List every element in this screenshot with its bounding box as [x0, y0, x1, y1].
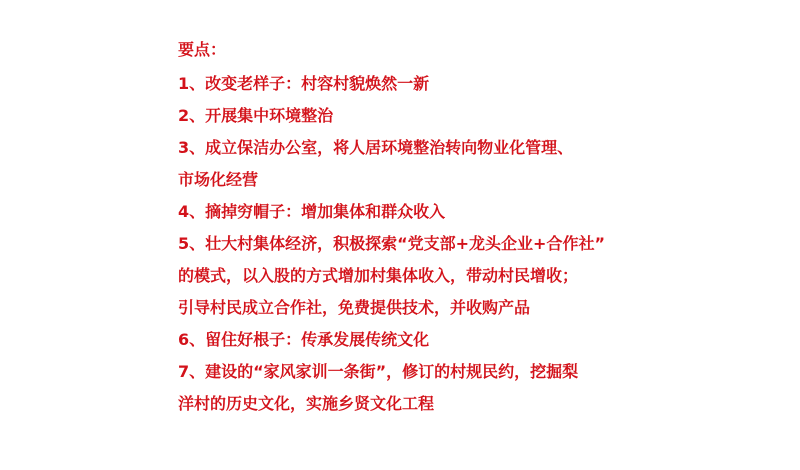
point-1-text: 1、改变老样子：村容村貌焕然一新 — [178, 74, 430, 93]
point-3-continuation: 市场化经营 — [178, 170, 259, 189]
point-7-text: 7、建设的“家风家训一条街”，修订的村规民约，挖掘梨 — [178, 362, 579, 381]
point-5-text: 5、壮大村集体经济，积极探索“党支部+龙头企业+合作社” — [178, 234, 605, 253]
point-5-continuation-2: 引导村民成立合作社，免费提供技术，并收购产品 — [178, 298, 531, 317]
point-5-continuation-1: 的模式，以入股的方式增加村集体收入，带动村民增收； — [178, 266, 579, 285]
key-points-section — [178, 40, 778, 425]
point-3-text: 3、成立保洁办公室，将人居环境整治转向物业化管理、 — [178, 138, 574, 157]
key-points-heading: 要点： — [178, 40, 227, 59]
point-7-continuation: 洋村的历史文化，实施乡贤文化工程 — [178, 394, 435, 413]
point-6-text: 6、留住好根子：传承发展传统文化 — [178, 330, 430, 349]
point-2-text: 2、开展集中环境整治 — [178, 106, 334, 125]
point-4-text: 4、摘掉穷帽子：增加集体和群众收入 — [178, 202, 446, 221]
